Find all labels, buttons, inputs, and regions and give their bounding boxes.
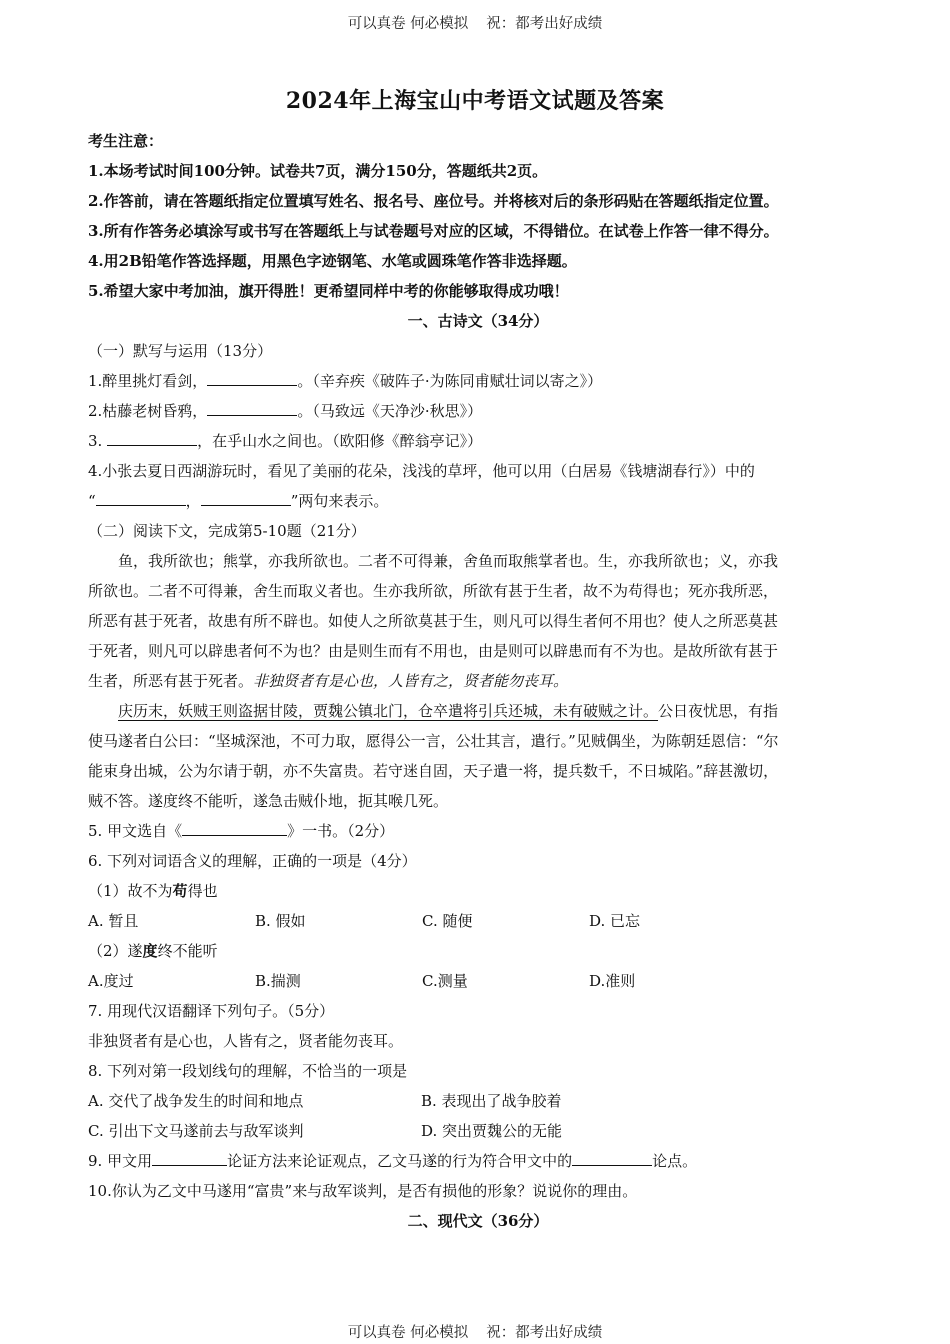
passage-b-line: 能束身出城，公为尔请于朝，亦不失富贵。若守迷自固，天子遣一将，提兵数千，不日城陷。”辞甚激切， [88, 762, 779, 780]
passage-a-line: 所欲也。二者不可得兼，舍生而取义者也。生亦我所欲，所欲有甚于生者，故不为苟得也；死亦我所恶， [88, 582, 779, 600]
passage-b-line: 庆历末，妖贼王则盗据甘陵，贾魏公镇北门，仓卒遣将引兵还城，未有破贼之计。公日夜忧思，有指 [118, 702, 779, 720]
answer-blank[interactable] [207, 367, 297, 386]
header-slogan-left: 可以真卷 何必模拟 [347, 16, 469, 32]
question-6-sub1: （1）故不为苟得也 [88, 882, 218, 900]
page-footer [0, 1321, 950, 1342]
question-7: 7. 用现代汉语翻译下列句子。（5分） [88, 1002, 335, 1020]
option-a[interactable]: A. 暂且 [88, 912, 139, 930]
question-3: 3. ，在乎山水之间也。（欧阳修《醉翁亭记》） [88, 426, 868, 456]
passage-b-line: 使马遂者白公曰：“坚城深池，不可力取，愿得公一言，公壮其言，遣行。”见贼偶坐，为陈朝廷恩信：“尔 [88, 732, 779, 750]
notice-heading: 考生注意： [88, 132, 164, 150]
question-4: 4.小张去夏日西湖游玩时，看见了美丽的花朵，浅浅的草坪，他可以用（白居易《钱塘湖春行》）中的 [88, 462, 755, 480]
option-b[interactable]: B.揣测 [255, 972, 301, 990]
answer-blank[interactable] [107, 427, 197, 446]
notice-item: 1.本场考试时间100分钟。试卷共7页，满分150分，答题纸共2页。 [88, 162, 548, 180]
question-6-options2 [88, 966, 868, 996]
question-7-sentence: 非独贤者有是心也，人皆有之，贤者能勿丧耳。 [88, 1032, 404, 1050]
option-d[interactable]: D.准则 [589, 972, 636, 990]
part1-heading: （一）默写与运用（13分） [88, 342, 273, 360]
answer-blank[interactable] [572, 1147, 652, 1166]
option-d[interactable]: D. 已忘 [589, 912, 641, 930]
question-6: 6. 下列对词语含义的理解，正确的一项是（4分） [88, 852, 417, 870]
header-slogan-right: 祝：都考出好成绩 [486, 16, 603, 32]
notice-item: 2.作答前，请在答题纸指定位置填写姓名、报名号、座位号。并将核对后的条形码贴在答题纸指定位置。 [88, 192, 779, 210]
question-9: 9. 甲文用 论证方法来论证观点，乙文马遂的行为符合甲文中的 论点。 [88, 1146, 868, 1176]
part2-heading: （二）阅读下文，完成第5-10题（21分） [88, 522, 366, 540]
underlined-sentence: 庆历末，妖贼王则盗据甘陵，贾魏公镇北门，仓卒遣将引兵还城，未有破贼之计。 [118, 702, 659, 720]
question-5: 5. 甲文选自《 》一书。（2分） [88, 816, 868, 846]
option-c[interactable]: C. 引出下文马遂前去与敌军谈判 [88, 1122, 304, 1140]
section2-heading: 二、现代文（36分） [407, 1212, 549, 1230]
option-a[interactable]: A. 交代了战争发生的时间和地点 [88, 1092, 304, 1110]
option-d[interactable]: D. 突出贾魏公的无能 [421, 1122, 563, 1140]
option-c[interactable]: C. 随便 [422, 912, 473, 930]
exam-title: 2024年上海宝山中考语文试题及答案 [285, 88, 665, 114]
question-8: 8. 下列对第一段划线句的理解，不恰当的一项是 [88, 1062, 408, 1080]
question-8-options-row [88, 1116, 868, 1146]
answer-blank[interactable] [201, 487, 291, 506]
footer-slogan-right: 祝：都考出好成绩 [486, 1325, 603, 1341]
answer-blank[interactable] [152, 1147, 227, 1166]
footer-slogan-left: 可以真卷 何必模拟 [347, 1325, 469, 1341]
option-a[interactable]: A.度过 [88, 972, 134, 990]
passage-b-line: 贼不答。遂度终不能听，遂急击贼仆地，扼其喉几死。 [88, 792, 449, 810]
question-6-options1 [88, 906, 868, 936]
passage-a-line: 于死者，则凡可以辟患者何不为也？由是则生而有不用也，由是则可以辟患而有不为也。是故所欲有甚于 [88, 642, 779, 660]
answer-blank[interactable] [207, 397, 297, 416]
section1-heading: 一、古诗文（34分） [407, 312, 549, 330]
page-header [0, 12, 950, 33]
notice-item: 5.希望大家中考加油，旗开得胜！更希望同样中考的你能够取得成功哦！ [88, 282, 569, 300]
question-1: 1.醉里挑灯看剑， 。（辛弃疾《破阵子·为陈同甫赋壮词以寄之》） [88, 366, 868, 396]
question-6-sub2: （2）遂度终不能听 [88, 942, 218, 960]
exam-content [88, 126, 868, 1236]
notice-item: 4.用2B铅笔作答选择题，用黑色字迹钢笔、水笔或圆珠笔作答非选择题。 [88, 252, 577, 270]
option-b[interactable]: B. 假如 [255, 912, 306, 930]
option-b[interactable]: B. 表现出了战争胶着 [421, 1092, 562, 1110]
passage-a-line: 生者，所恶有甚于死者。非独贤者有是心也，人皆有之，贤者能勿丧耳。 [88, 672, 569, 690]
question-8-options-row [88, 1086, 868, 1116]
italic-sentence: 非独贤者有是心也，人皆有之，贤者能勿丧耳。 [253, 672, 569, 690]
question-10: 10.你认为乙文中马遂用“富贵”来与敌军谈判，是否有损他的形象？说说你的理由。 [88, 1182, 638, 1200]
answer-blank[interactable] [182, 817, 287, 836]
notice-item: 3.所有作答务必填涂写或书写在答题纸上与试卷题号对应的区域，不得错位。在试卷上作答一律不得分。 [88, 222, 779, 240]
question-4-answer-line: “ ， ”两句来表示。 [88, 486, 868, 516]
option-c[interactable]: C.测量 [422, 972, 468, 990]
answer-blank[interactable] [96, 487, 186, 506]
question-2: 2.枯藤老树昏鸦， 。（马致远《天净沙·秋思》） [88, 396, 868, 426]
passage-a-line: 所恶有甚于死者，故患有所不辟也。如使人之所欲莫甚于生，则凡可以得生者何不用也？使人之所恶莫甚 [88, 612, 779, 630]
passage-a-line: 鱼，我所欲也；熊掌，亦我所欲也。二者不可得兼，舍鱼而取熊掌者也。生，亦我所欲也；义，亦我 [118, 552, 779, 570]
